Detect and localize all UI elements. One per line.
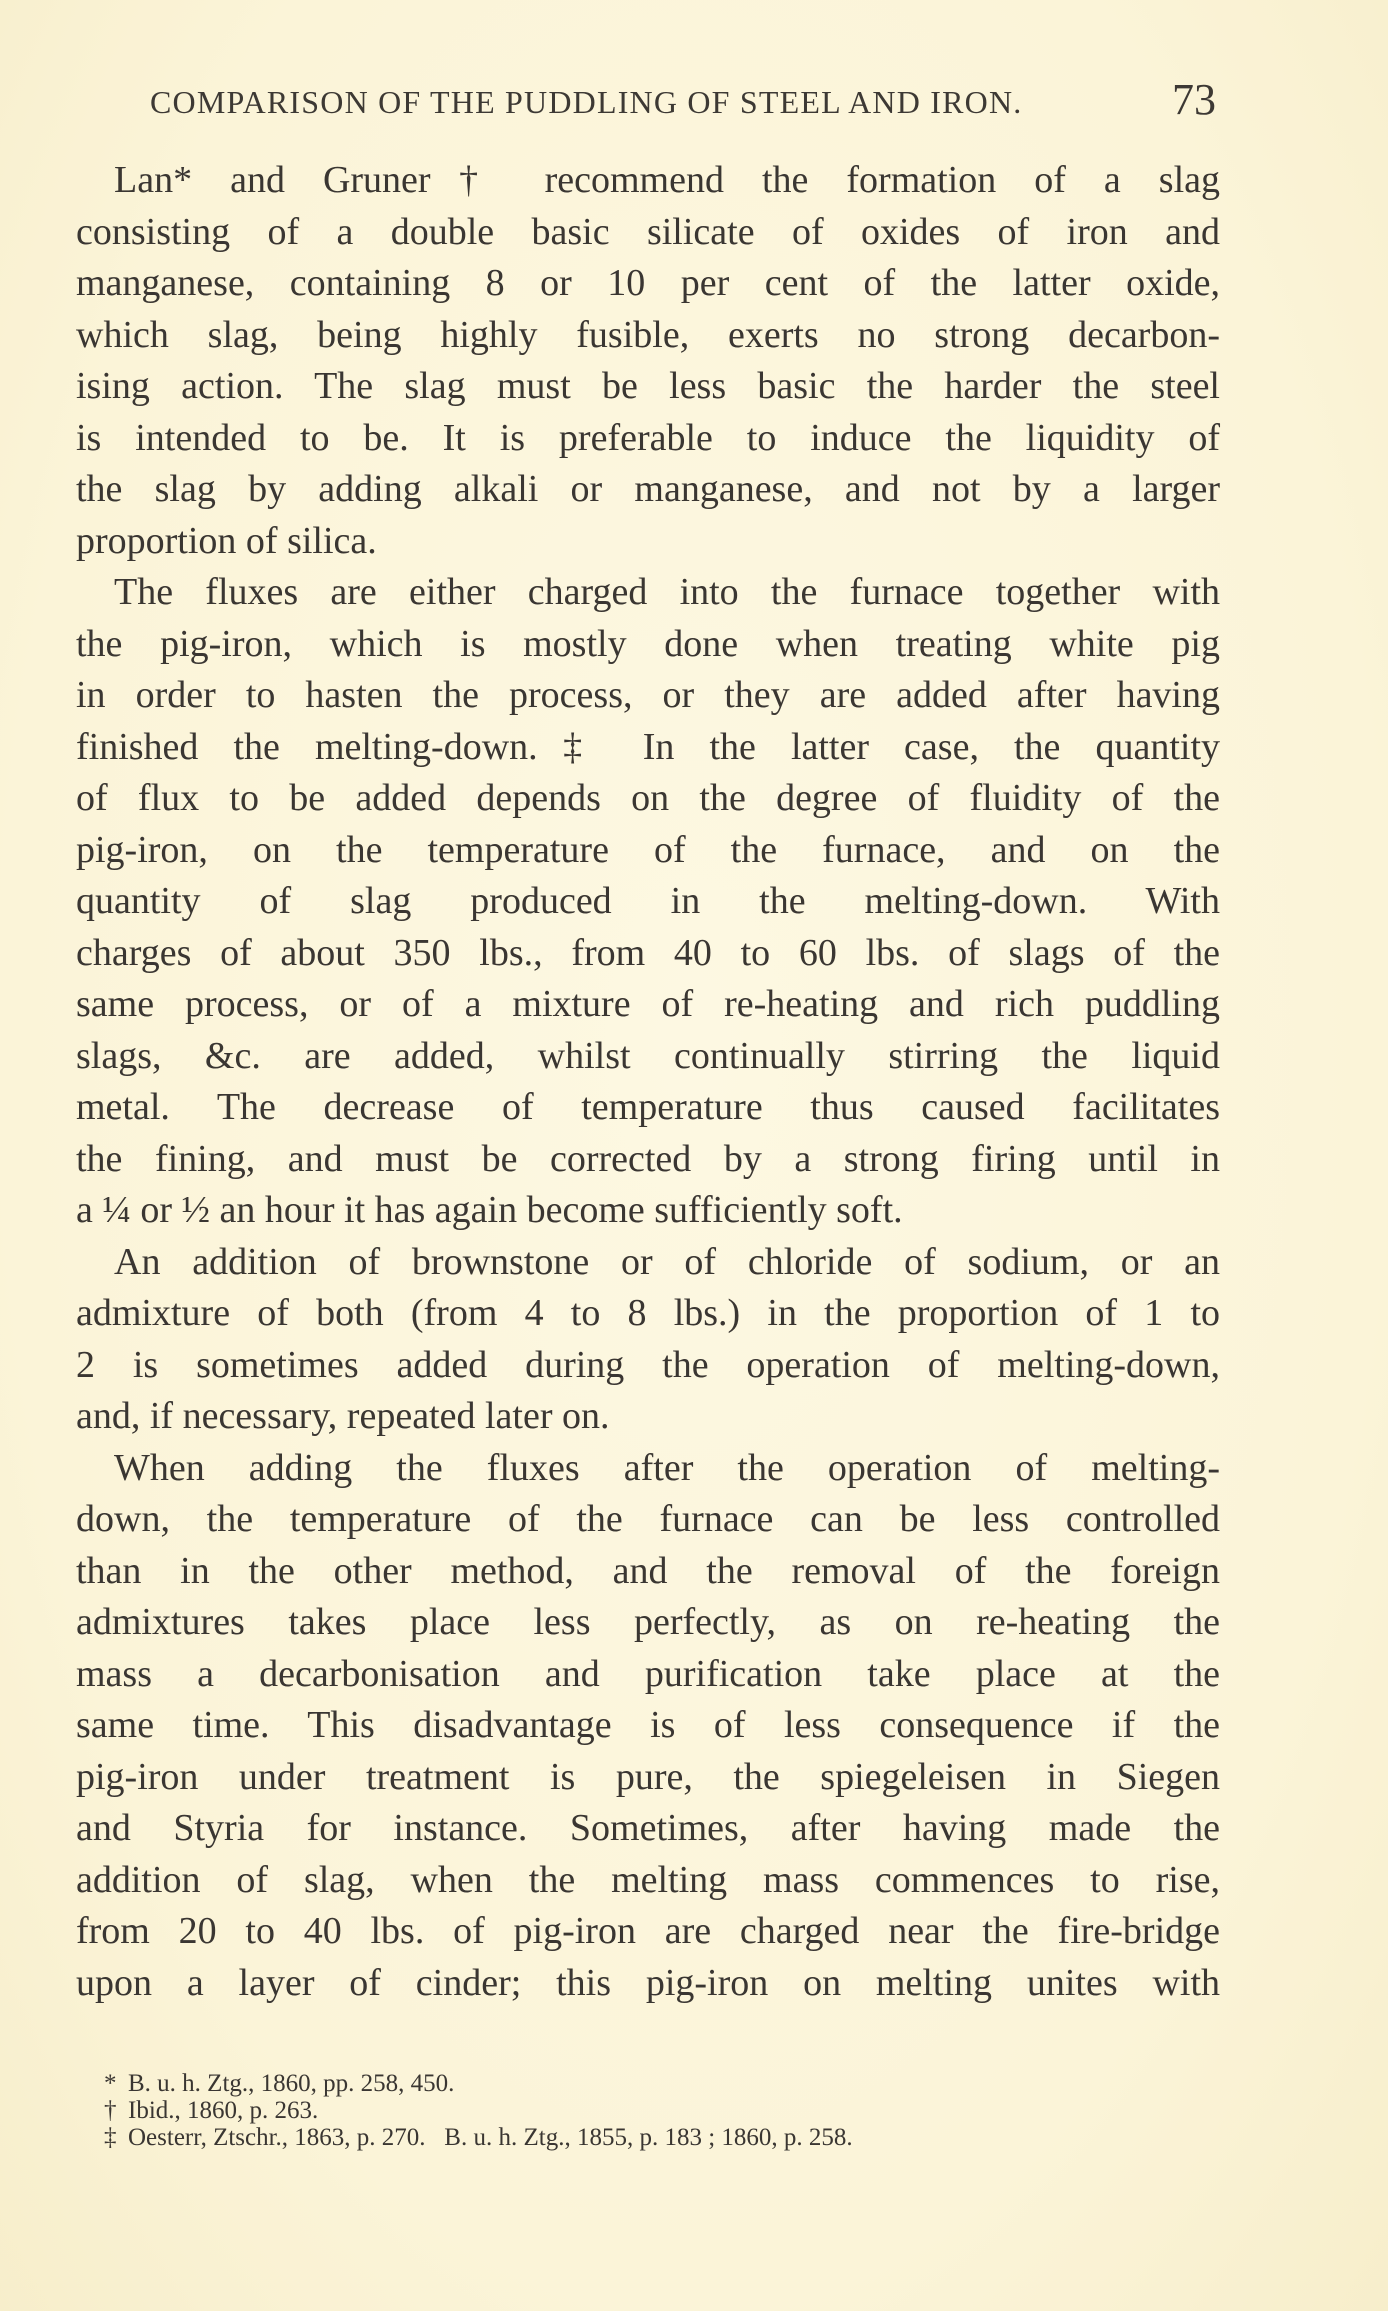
footnote-text: Ibid., 1860, p. 263. xyxy=(128,2097,319,2124)
text-line: in order to hasten the process, or they are added after having xyxy=(76,674,1220,716)
text-line: and Styria for instance. Sometimes, after having made the xyxy=(76,1807,1220,1849)
text-line: and, if necessary, repeated later on. xyxy=(76,1395,610,1437)
text-line: a ¼ or ½ an hour it has again become sufficiently soft. xyxy=(76,1189,903,1231)
text-line: finished the melting-down.‡ In the latter case, the quantity xyxy=(76,725,1220,768)
text-line: down, the temperature of the furnace can be less controlled xyxy=(76,1498,1220,1540)
footnote-mark: † xyxy=(104,2097,117,2124)
footnote xyxy=(104,2097,1224,2124)
text-line: pig-iron, on the temperature of the furnace, and on the xyxy=(76,828,1220,871)
text-line: same process, or of a mixture of re-heating and rich puddling xyxy=(76,983,1220,1025)
text-line: addition of slag, when the melting mass commences to rise, xyxy=(76,1858,1220,1901)
text-line: The fluxes are either charged into the furnace together with xyxy=(114,571,1220,613)
text-line: admixture of both (from 4 to 8 lbs.) in the proportion of 1 to xyxy=(76,1292,1220,1334)
footnote xyxy=(104,2124,1224,2151)
footnotes xyxy=(104,2070,1224,2151)
text-line: of flux to be added depends on the degree of fluidity of the xyxy=(76,777,1220,819)
page-number: 73 xyxy=(1172,75,1216,124)
text-line: from 20 to 40 lbs. of pig-iron are charged near the fire-bridge xyxy=(76,1910,1220,1952)
text-line: the pig-iron, which is mostly done when treating white pig xyxy=(76,622,1220,665)
text-line: mass a decarbonisation and purification take place at the xyxy=(76,1652,1220,1695)
text-line: which slag, being highly fusible, exerts no strong decarbon- xyxy=(76,313,1220,356)
footnote-text: B. u. h. Ztg., 1860, pp. 258, 450. xyxy=(128,2070,455,2097)
text-line: An addition of brownstone or of chloride of sodium, or an xyxy=(114,1240,1220,1283)
footnote-mark: * xyxy=(104,2070,117,2097)
text-line: upon a layer of cinder; this pig-iron on melting unites with xyxy=(76,1961,1220,2004)
footnote-text: Oesterr, Ztschr., 1863, p. 270. B. u. h. Ztg., 1855, p. 183 ; 1860, p. 258. xyxy=(128,2124,853,2151)
text-line: than in the other method, and the removal of the foreign xyxy=(76,1549,1220,1592)
text-line: ising action. The slag must be less basic the harder the steel xyxy=(76,365,1220,407)
text-line: proportion of silica. xyxy=(76,519,377,562)
text-line: 2 is sometimes added during the operation of melting-down, xyxy=(76,1343,1220,1386)
text-line: metal. The decrease of temperature thus caused facilitates xyxy=(76,1086,1220,1128)
footnote xyxy=(104,2070,1224,2097)
text-line: charges of about 350 lbs., from 40 to 60 lbs. of slags of the xyxy=(76,931,1220,974)
text-line: the fining, and must be corrected by a strong firing until in xyxy=(76,1137,1220,1180)
text-line: admixtures takes place less perfectly, as on re-heating the xyxy=(76,1601,1220,1643)
footnote-mark: ‡ xyxy=(104,2124,117,2151)
text-line: When adding the fluxes after the operation of melting- xyxy=(114,1446,1220,1489)
text-line: same time. This disadvantage is of less consequence if the xyxy=(76,1704,1220,1746)
text-line: consisting of a double basic silicate of oxides of iron and xyxy=(76,210,1220,253)
text-line: manganese, containing 8 or 10 per cent of the latter oxide, xyxy=(76,262,1220,304)
text-line: quantity of slag produced in the melting-down. With xyxy=(76,880,1220,922)
text-line: Lan* and Gruner† recommend the formation of a slag xyxy=(114,159,1220,201)
chapter-title: COMPARISON OF THE PUDDLING OF STEEL AND IRON. xyxy=(150,84,1023,120)
text-line: is intended to be. It is preferable to induce the liquidity of xyxy=(76,416,1220,459)
text-line: slags, &c. are added, whilst continually stirring the liquid xyxy=(76,1034,1220,1077)
body-text xyxy=(76,155,1220,2009)
running-head xyxy=(150,70,1230,130)
text-line: the slag by adding alkali or manganese, and not by a larger xyxy=(76,468,1220,510)
text-line: pig-iron under treatment is pure, the spiegeleisen in Siegen xyxy=(76,1755,1220,1798)
